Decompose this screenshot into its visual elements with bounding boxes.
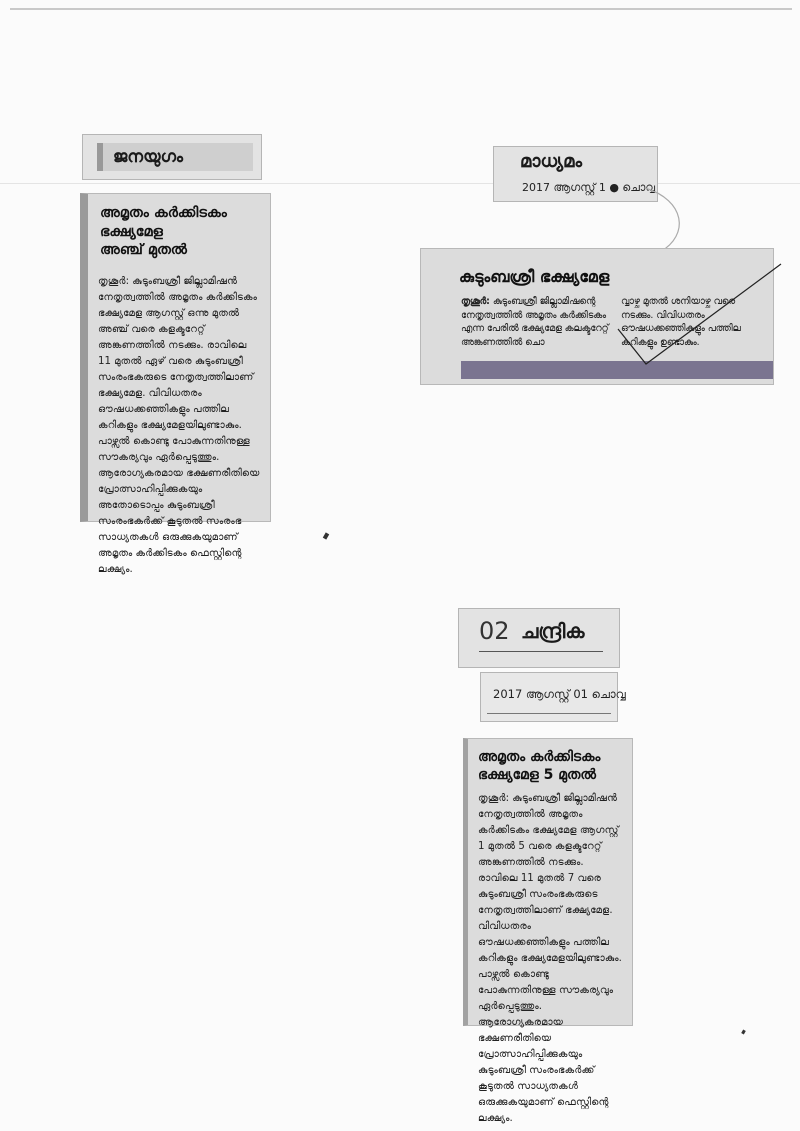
headline-line: അമൃതം കർക്കിടകം: [100, 205, 227, 221]
chandrika-page-number: 02: [479, 617, 510, 645]
janayugam-masthead: [82, 134, 262, 180]
chandrika-date: 2017 ആഗസ്റ്റ് 01 ചൊവ്വ: [493, 687, 626, 701]
headline-line: അഞ്ച് മുതൽ: [100, 242, 187, 259]
madhyamam-body-left: [461, 295, 611, 349]
chandrika-masthead: [458, 608, 620, 668]
madhyamam-date: 2017 ആഗസ്റ്റ് 1 ● ചൊവ്വ: [522, 181, 656, 194]
madhyamam-article: [420, 248, 774, 385]
headline-line: ഭക്ഷ്യമേള 5 മുതൽ: [478, 767, 596, 783]
page-top-edge: [10, 8, 792, 10]
chandrika-headline: [478, 748, 628, 784]
headline-line: അമൃതം കർക്കിടകം: [478, 749, 601, 765]
scan-speck: [741, 1030, 746, 1035]
madhyamam-masthead: [493, 146, 658, 202]
headline-line: ഭക്ഷ്യമേള: [100, 223, 163, 240]
madhyamam-headline: കുടുംബശ്രീ ഭക്ഷ്യമേള: [459, 267, 610, 286]
janayugam-title: ജനയുഗം: [113, 147, 184, 167]
scan-speck: [323, 532, 329, 539]
janayugam-article: [80, 193, 271, 575]
chandrika-article: [463, 738, 633, 1124]
dateline-place: തൃശൂർ:: [461, 296, 490, 307]
pen-tick-mark: [616, 259, 786, 369]
janayugam-body: തൃശൂർ: കുടുംബശ്രീ ജില്ലാമിഷൻ നേതൃത്വത്തിൽ അമൃതം കർക്കിടകം ഭക്ഷ്യമേള ആഗസ്റ്റ് ഒന്നു മുതൽ അഞ്ച് വരെ കളക്ടറേറ്റ് അങ്കണത്തിൽ നടക്കും. രാവിലെ 11 മുതൽ ഏഴ് വരെ കുടുംബശ്രീ സംരംഭകരുടെ നേതൃത്വത്തിലാണ് ഭക്ഷ്യമേള. വിവിധതരം ഔഷധക്കഞ്ഞികളും പത്തില കറികളും ഭക്ഷ്യമേളയിലുണ്ടാകും. പാഴ്സൽ കൊണ്ടു പോകുന്നതിനുള്ള സൗകര്യവും ഏർപ്പെടുത്തും. ആരോഗ്യകരമായ ഭക്ഷണരീതിയെ പ്രോത്സാഹിപ്പിക്കുകയും അതോടൊപ്പം കുടുംബശ്രീ സംരംഭകർക്ക് കൂടുതൽ സംരംഭ സാധ്യതകൾ ഒരുക്കുകയുമാണ് അമൃതം കർക്കിടകം ഫെസ്റ്റിന്റെ ലക്ഷ്യം.: [98, 276, 260, 575]
madhyamam-title: മാധ്യമം: [520, 151, 583, 172]
body-text: കുടുംബശ്രീ ജില്ലാമിഷന്റെ നേതൃത്വത്തിൽ അമൃതം കർക്കിടകം എന്ന പേരിൽ ഭക്ഷ്യമേള കലക്ടറേറ്റ് അങ്കണത്തിൽ ചൊ: [461, 296, 609, 348]
chandrika-title: ചന്ദ്രിക: [521, 619, 585, 643]
chandrika-date-strip: [480, 672, 626, 722]
janayugam-headline: [100, 204, 262, 260]
madhyamam-body-right: വ്വാഴ്ച മുതൽ ശനിയാഴ്ച വരെ നടക്കും. വിവിധതരം ഔഷധക്കഞ്ഞികളും പത്തില കറികളും ഉണ്ടാകും.: [621, 296, 741, 348]
chandrika-body: തൃശൂർ: കുടുംബശ്രീ ജില്ലാമിഷൻ നേതൃത്വത്തിൽ അമൃതം കർക്കിടകം ഭക്ഷ്യമേള ആഗസ്റ്റ് 1 മുതൽ 5 വരെ കളക്ടറേറ്റ് അങ്കണത്തിൽ നടക്കും. രാവിലെ 11 മുതൽ 7 വരെ കുടുംബശ്രീ സംരംഭകരുടെ നേതൃത്വത്തിലാണ് ഭക്ഷ്യമേള. വിവിധതരം ഔഷധക്കഞ്ഞികളും പത്തില കറികളും ഭക്ഷ്യമേളയിലുണ്ടാകും. പാഴ്സൽ കൊണ്ടു പോകുന്നതിനുള്ള സൗകര്യവും ഏർപ്പെടുത്തും. ആരോഗ്യകരമായ ഭക്ഷണരീതിയെ പ്രോത്സാഹിപ്പിക്കുകയും കുടുംബശ്രീ സംരംഭകർക്ക് കൂടുതൽ സാധ്യതകൾ ഒരുക്കുകയുമാണ് ഫെസ്റ്റിന്റെ ലക്ഷ്യം.: [478, 793, 622, 1124]
